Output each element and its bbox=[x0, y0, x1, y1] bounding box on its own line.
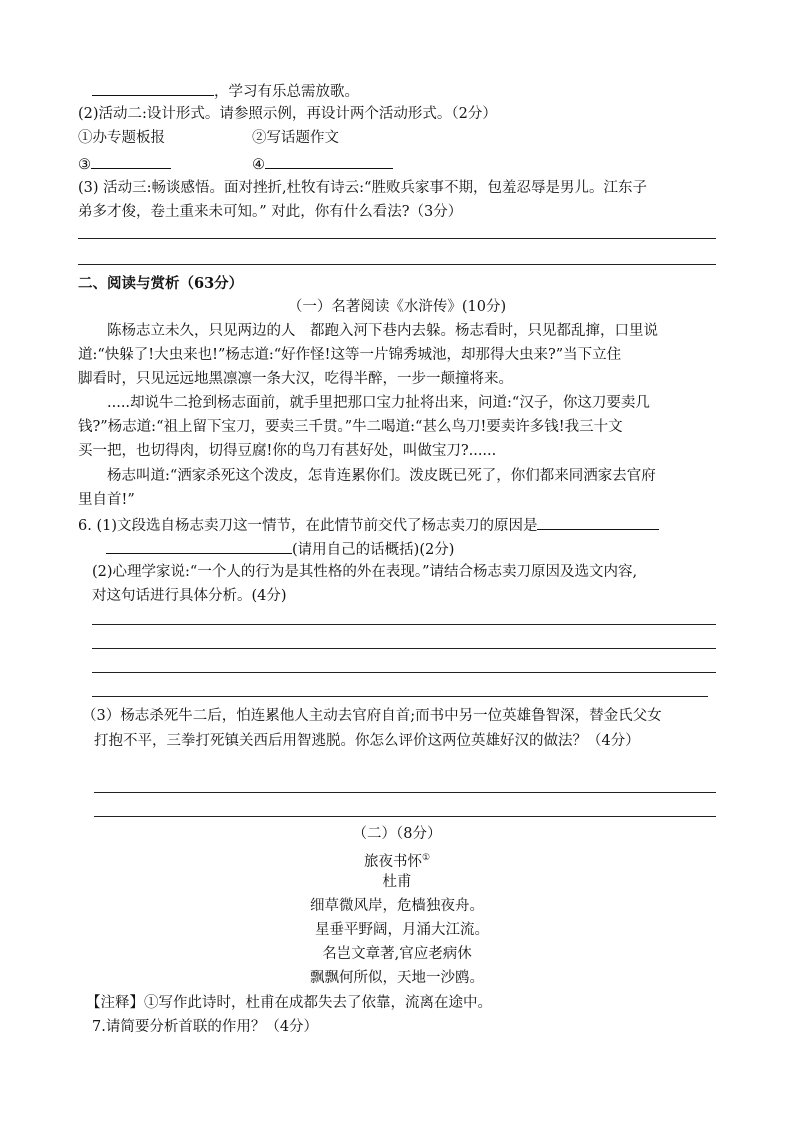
answer-line[interactable] bbox=[78, 238, 716, 239]
q6-part3-line2: 打抱不平，三拳打死镇关西后用智逃脱。你怎么评价这两位英雄好汉的做法？（4分） bbox=[94, 733, 640, 749]
passage-line: 里自首!” bbox=[78, 492, 135, 508]
passage-line: .....却说牛二抢到杨志面前，就手里把那口宝力扯将出来，问道:“汉子，你这刀要卖几 bbox=[107, 395, 650, 411]
option-4-blank[interactable] bbox=[265, 153, 393, 169]
passage-line: 杨志叫道:“洒家杀死这个泼皮，怎肯连累你们。泼皮既已死了，你们都来同洒家去官府 bbox=[107, 468, 656, 484]
answer-blank[interactable] bbox=[537, 514, 659, 530]
poem-title-line bbox=[0, 848, 794, 872]
answer-line[interactable] bbox=[92, 696, 708, 697]
example-option-2: ②写话题作文 bbox=[252, 130, 339, 146]
q6-part2-line2: 对这句话进行具体分析。(4分) bbox=[92, 588, 287, 604]
answer-line[interactable] bbox=[92, 648, 716, 649]
passage-line: 陈杨志立未久，只见两边的人 都跑入河下巷内去躲。杨志看时，只见都乱撺，口里说 bbox=[107, 323, 658, 339]
footnote-marker: ① bbox=[421, 853, 431, 863]
poem-line: 星垂平野阔，月涌大江流。 bbox=[315, 922, 489, 938]
answer-line[interactable] bbox=[94, 792, 716, 793]
option-4-label: ④ bbox=[252, 157, 265, 173]
q6-part3-line1: （3）杨志杀死牛二后，怕连累他人主动去官府自首;而书中另一位英雄鲁智深，替金氏父女 bbox=[82, 708, 662, 724]
option-3-line bbox=[78, 153, 171, 175]
poem-note: 【注释】①写作此诗时，杜甫在成都失去了依靠，流离在途中。 bbox=[86, 995, 492, 1011]
answer-line[interactable] bbox=[78, 264, 716, 265]
q6-part2-line1: (2)心理学家说:“一个人的行为是其性格的外在表现。”请结合杨志卖刀原因及选文内容, bbox=[92, 564, 638, 580]
q7-prompt: 7.请简要分析首联的作用？（4分） bbox=[92, 1019, 319, 1035]
poem-line: 名岂文章著,官应老病休 bbox=[322, 946, 472, 962]
q6-part1-line2: (请用自己的话概括)(2分) bbox=[106, 538, 454, 560]
part2-title: （二）（8分） bbox=[352, 826, 442, 842]
answer-line[interactable] bbox=[94, 816, 716, 817]
answer-blank[interactable] bbox=[92, 80, 214, 96]
activity2-prompt: (2)活动二:设计形式。请参照示例，再设计两个活动形式。（2分） bbox=[78, 106, 497, 122]
poem-line: 细草微风岸，危樯独夜舟。 bbox=[310, 898, 484, 914]
option-3-label: ③ bbox=[78, 157, 91, 173]
activity3-prompt-line1: (3) 活动三:畅谈感悟。面对挫折,杜牧有诗云:“胜败兵家事不期，包羞忍辱是男儿。江东子 bbox=[78, 180, 647, 196]
answer-blank[interactable] bbox=[106, 538, 292, 554]
answer-line[interactable] bbox=[92, 624, 716, 625]
poem-title: 旅夜书怀 bbox=[363, 853, 422, 870]
part1-title: （一）名著阅读《水浒传》(10分) bbox=[287, 299, 507, 315]
section-heading: 二、阅读与赏析（63分） bbox=[78, 275, 244, 292]
q6-part1-line1: 6. (1)文段选自杨志卖刀这一情节，在此情节前交代了杨志卖刀的原因是 bbox=[78, 514, 659, 536]
option-3-blank[interactable] bbox=[91, 153, 171, 169]
passage-line: 脚看时，只见远远地黑凛凛一条大汉，吃得半醉，一步一颠撞将来。 bbox=[78, 371, 513, 387]
poem-line: 飘飘何所似，天地一沙鸥。 bbox=[310, 970, 484, 986]
passage-line: 买一把，也切得肉，切得豆腐!你的鸟刀有甚好处，叫做宝刀?...... bbox=[78, 443, 497, 459]
option-4-line bbox=[252, 153, 393, 175]
poem-author: 杜甫 bbox=[382, 874, 412, 890]
activity3-prompt-line2: 弟多才俊，卷土重来未可知。” 对此，你有什么看法?（3分） bbox=[78, 204, 463, 220]
answer-line[interactable] bbox=[92, 672, 716, 673]
activity1-line: ，学习有乐总需放歌。 bbox=[92, 80, 359, 102]
example-option-1: ①办专题板报 bbox=[78, 130, 165, 146]
passage-line: 钱?”杨志道:“祖上留下宝刀，要卖三千贯。”牛二喝道:“甚么鸟刀!要卖许多钱!我三十文 bbox=[78, 419, 623, 435]
passage-line: 道:“快躲了!大虫来也!”杨志道:“好作怪!这等一片锦秀城池，却那得大虫来?”当下立住 bbox=[78, 347, 622, 363]
